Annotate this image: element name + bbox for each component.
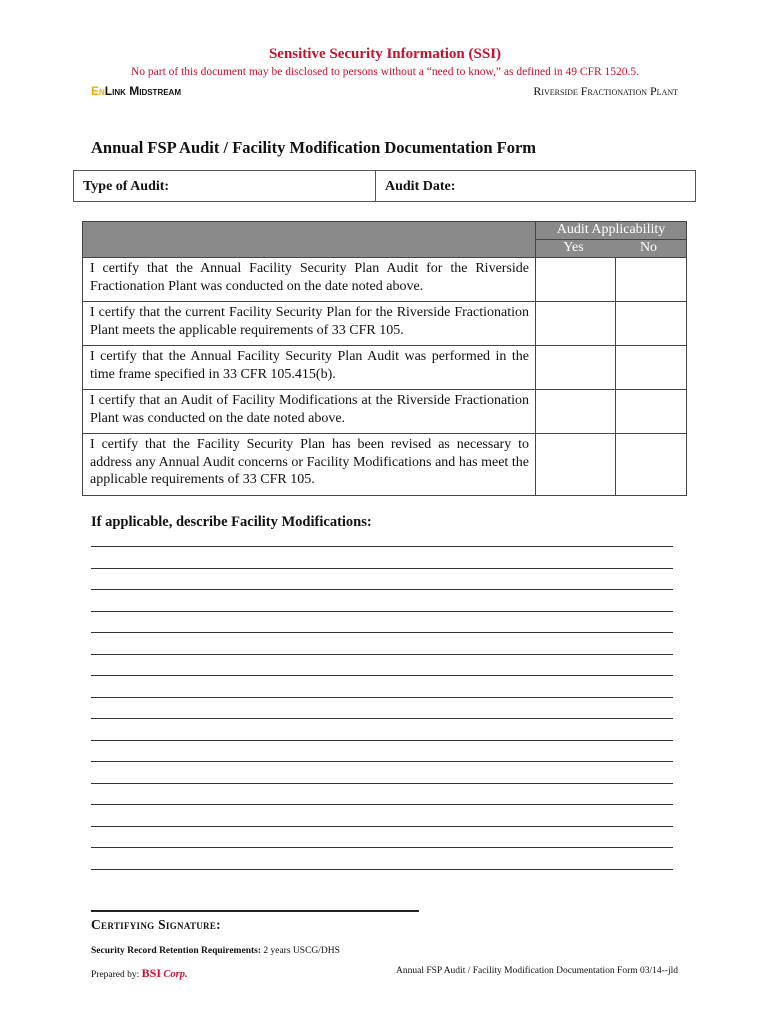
no-checkbox[interactable] xyxy=(616,346,687,390)
write-line[interactable] xyxy=(91,859,673,870)
write-line[interactable] xyxy=(91,601,673,612)
write-line[interactable] xyxy=(91,794,673,805)
yes-header: Yes xyxy=(563,240,584,255)
corp-text: Corp. xyxy=(163,969,188,980)
signature-line[interactable] xyxy=(91,910,419,912)
write-line[interactable] xyxy=(91,687,673,698)
yes-checkbox[interactable] xyxy=(536,434,616,496)
write-line[interactable] xyxy=(91,558,673,569)
certification-row xyxy=(83,434,687,496)
no-checkbox[interactable] xyxy=(616,302,687,346)
ssi-disclosure-note: No part of this document may be disclosed to persons without a “need to know,” as defined in 49 CFR 1520.5. xyxy=(130,66,640,78)
modifications-label: If applicable, describe Facility Modifications: xyxy=(91,514,372,530)
yes-no-header xyxy=(536,240,687,258)
yes-checkbox[interactable] xyxy=(536,258,616,302)
write-line[interactable] xyxy=(91,751,673,762)
write-line[interactable] xyxy=(91,579,673,590)
certification-statement: I certify that the Annual Facility Security Plan Audit for the Riverside Fractionation Plant was conducted on the date noted above. xyxy=(83,258,536,302)
company-name-accent: En xyxy=(91,84,105,98)
write-line[interactable] xyxy=(91,730,673,741)
certification-row xyxy=(83,346,687,390)
certification-row xyxy=(83,258,687,302)
bsi-logo-text: BSI xyxy=(141,966,162,980)
certification-statement: I certify that the Annual Facility Security Plan Audit was performed in the time frame specified in 33 CFR 105.415(b). xyxy=(83,346,536,390)
audit-applicability-header: Audit Applicability xyxy=(536,222,687,240)
write-line[interactable] xyxy=(91,708,673,719)
form-title: Annual FSP Audit / Facility Modification Documentation Form xyxy=(91,138,537,157)
signature-label: Certifying Signature: xyxy=(91,917,221,932)
yes-checkbox[interactable] xyxy=(536,346,616,390)
form-id: Annual FSP Audit / Facility Modification Documentation Form 03/14--jld xyxy=(396,966,678,976)
header-blank-cell xyxy=(83,222,536,258)
type-of-audit-field[interactable] xyxy=(74,171,376,201)
company-name-rest: Link Midstream xyxy=(104,84,181,98)
prepared-by-label: Prepared by: xyxy=(91,970,140,980)
write-line[interactable] xyxy=(91,644,673,655)
retention-value: 2 years USCG/DHS xyxy=(263,946,340,956)
audit-date-field[interactable] xyxy=(376,171,455,201)
no-checkbox[interactable] xyxy=(616,434,687,496)
modifications-lines[interactable] xyxy=(91,536,673,880)
no-checkbox[interactable] xyxy=(616,258,687,302)
certification-statement: I certify that the current Facility Security Plan for the Riverside Fractionation Plant meets the applicable requirements of 33 CFR 105. xyxy=(83,302,536,346)
retention-label: Security Record Retention Requirements: xyxy=(91,946,261,956)
audit-info-box xyxy=(73,170,696,202)
yes-checkbox[interactable] xyxy=(536,390,616,434)
no-checkbox[interactable] xyxy=(616,390,687,434)
certification-statement: I certify that an Audit of Facility Modifications at the Riverside Fractionation Plant was conducted on the date noted above. xyxy=(83,390,536,434)
write-line[interactable] xyxy=(91,837,673,848)
write-line[interactable] xyxy=(91,536,673,547)
plant-name: Riverside Fractionation Plant xyxy=(533,84,678,98)
certification-row xyxy=(83,302,687,346)
retention-requirements xyxy=(91,946,340,956)
company-name xyxy=(91,84,181,98)
certification-table xyxy=(82,221,687,496)
certification-row xyxy=(83,390,687,434)
ssi-title: Sensitive Security Information (SSI) xyxy=(268,46,502,62)
write-line[interactable] xyxy=(91,622,673,633)
yes-checkbox[interactable] xyxy=(536,302,616,346)
write-line[interactable] xyxy=(91,816,673,827)
write-line[interactable] xyxy=(91,665,673,676)
type-of-audit-label: Type of Audit: xyxy=(83,179,170,194)
prepared-by xyxy=(91,966,188,981)
certification-statement: I certify that the Facility Security Plan has been revised as necessary to address any Annual Audit concerns or Facility Modifications and has meet the applicable requirements of 33 CFR 105. xyxy=(83,434,536,496)
no-header: No xyxy=(639,240,658,255)
write-line[interactable] xyxy=(91,773,673,784)
audit-date-label: Audit Date: xyxy=(385,179,456,194)
